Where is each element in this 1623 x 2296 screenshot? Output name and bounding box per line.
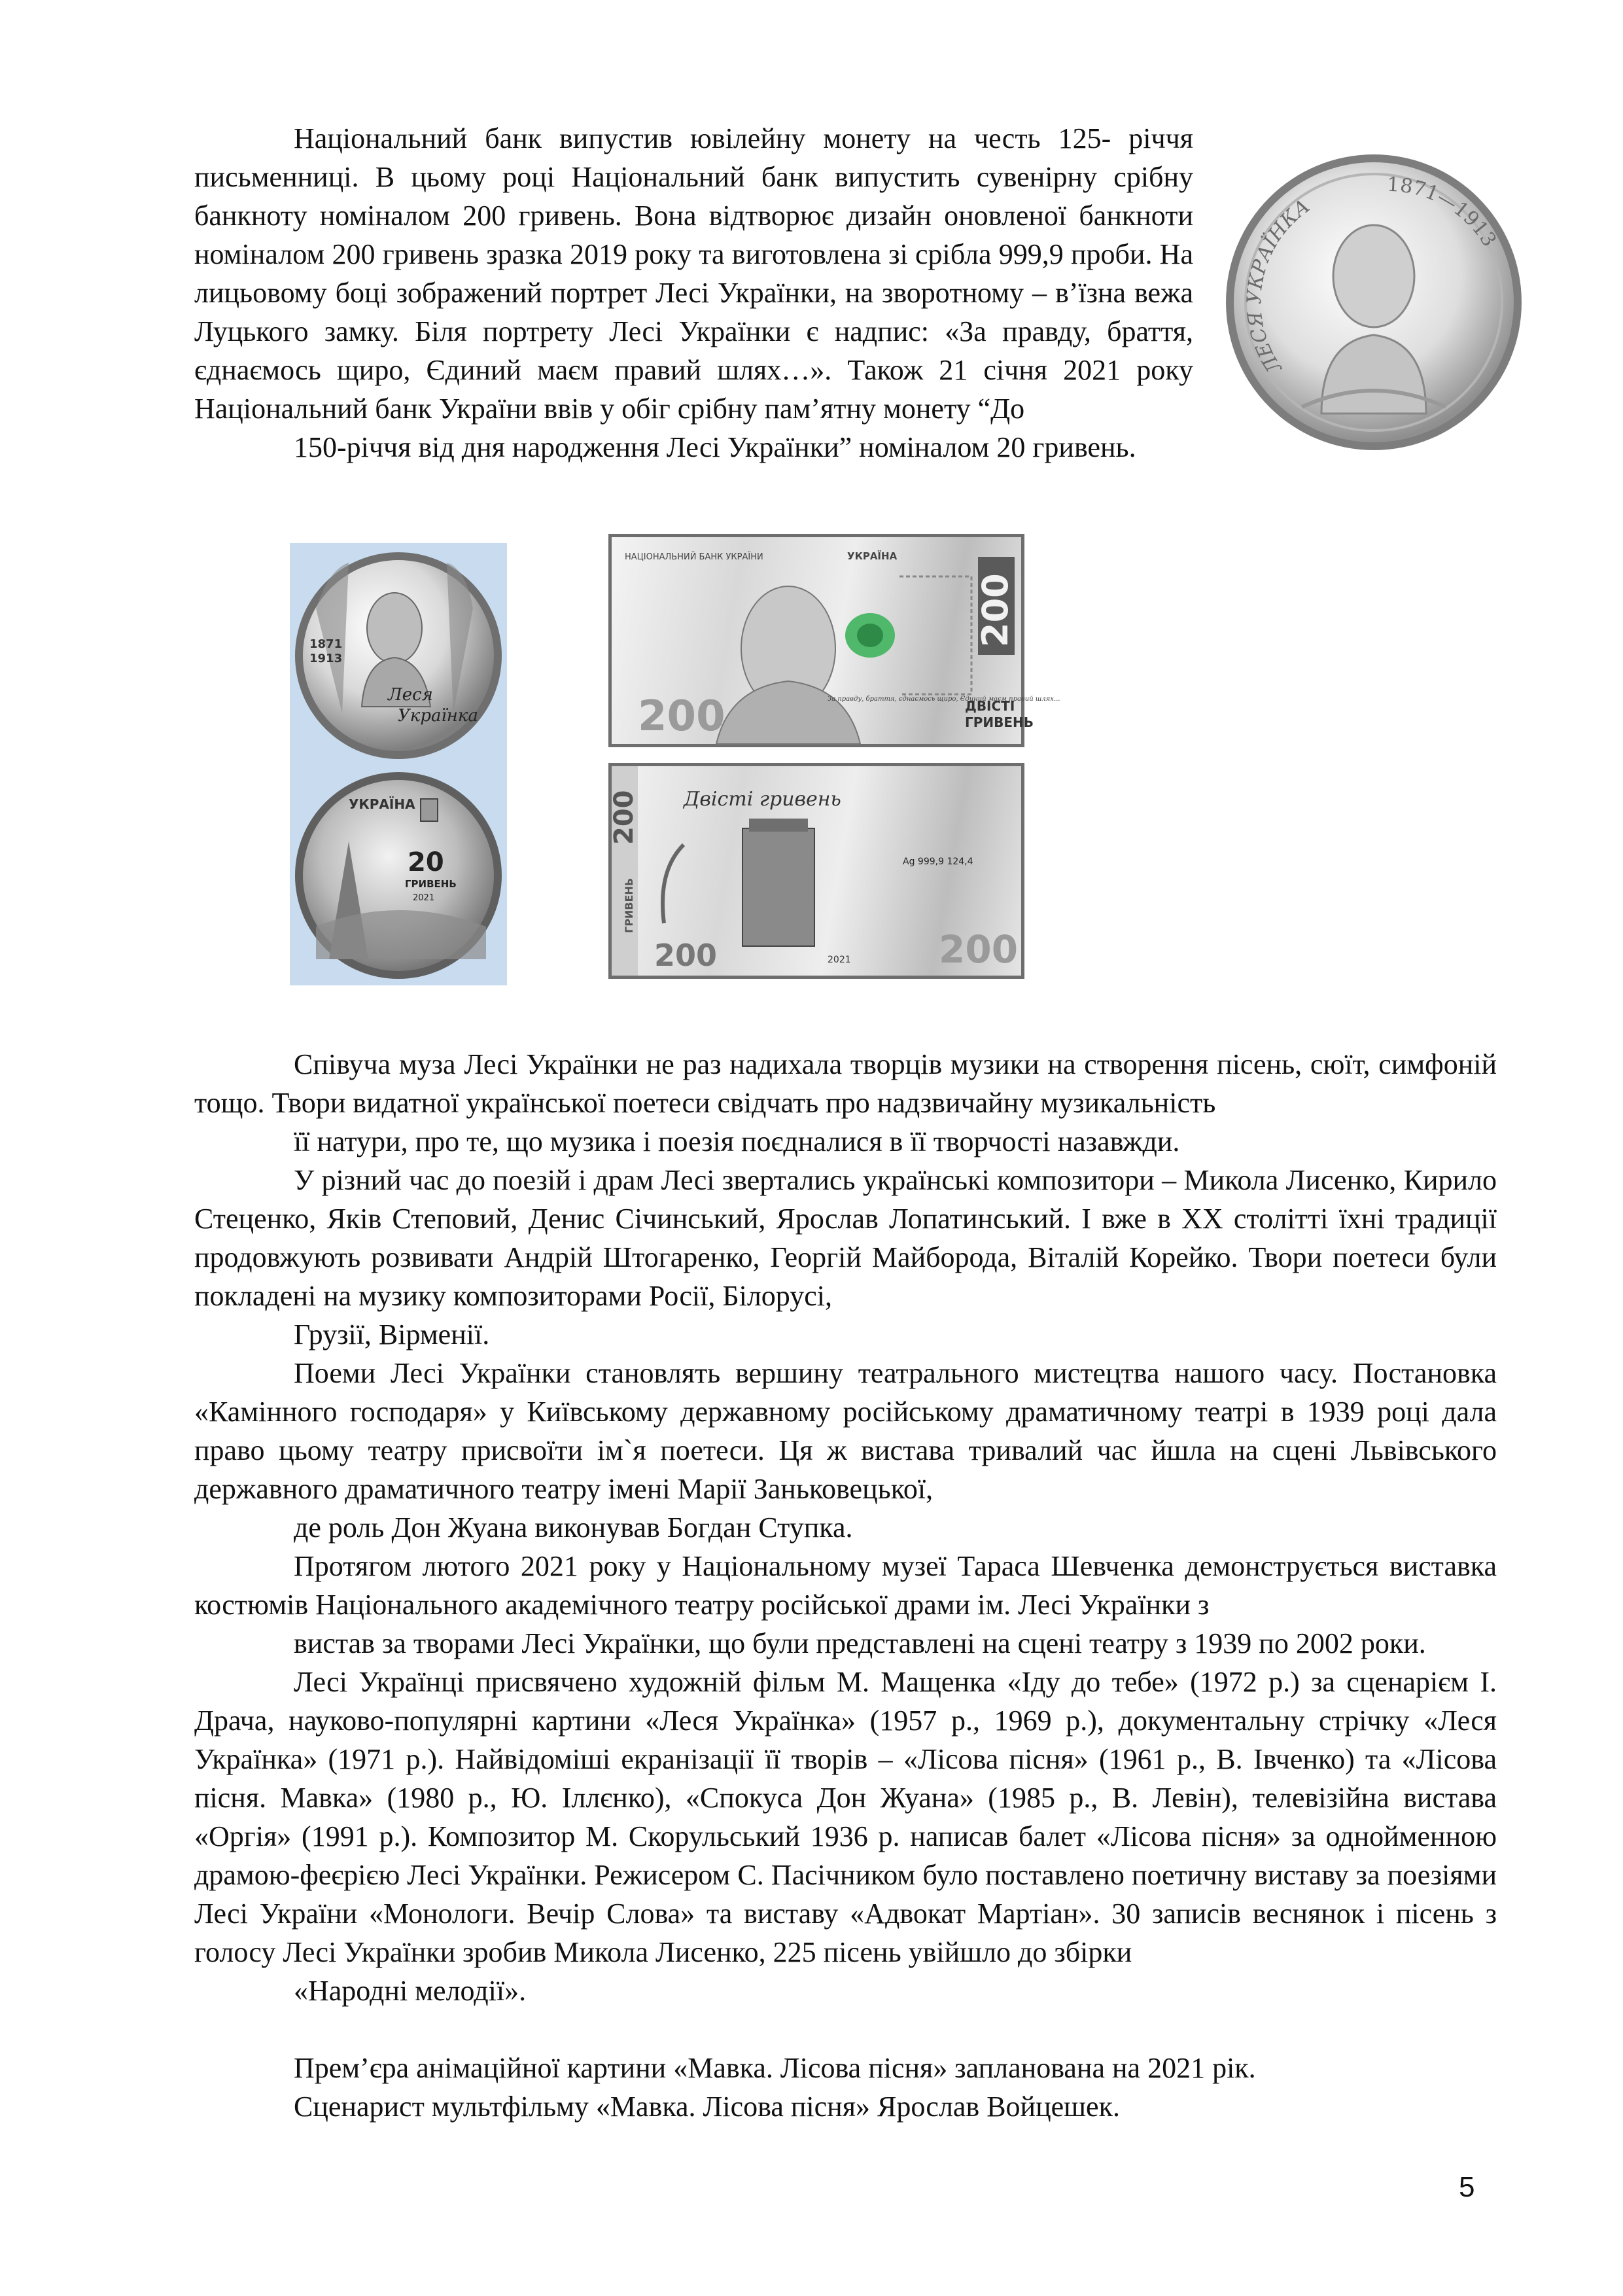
text-line: Дон Жуана» (1985 р., В. Левін), телевізійна вистава «Оргія» (1991 р.). Композитор (194, 1782, 1497, 1852)
text-line: сувенірну срібну банкноту номіналом 200 гривень. Вона відтворює (194, 161, 1193, 232)
banknote-front-words2: ГРИВЕНЬ (965, 715, 1034, 730)
text-line: дизайн оновленої банкноти номіналом 200 гривень зразка 2019 року та (194, 200, 1193, 270)
banknote-back-metal: Ag 999,9 124,4 (903, 857, 973, 867)
banknote-back-value-top: 200 (609, 790, 639, 845)
text-line: симфоній тощо. Твори видатної української поетеси свідчать про надзвичайну музикальність (194, 1048, 1497, 1119)
text-line: У різний час до поезій і драм Лесі звертались українські композитори – Микола (294, 1164, 1279, 1196)
text-line: сценарієм І. Драча, науково-популярні картини «Леся Українка» (1957 р., 1969 р.), (194, 1666, 1497, 1737)
banknote-front-value-vertical: 200 (975, 573, 1016, 647)
banknote-front-words1: ДВІСТІ (965, 698, 1015, 714)
text-line: Постановка «Камінного господаря» у Київському державному російському драматичному (194, 1357, 1497, 1428)
text-line: України «Монологи. Вечір Слова» та виставу «Адвокат Мартіан». 30 записів веснянок і (259, 1898, 1385, 1930)
coin-reverse-country: УКРАЇНА (349, 796, 415, 812)
text-line-last: де роль Дон Жуана виконував Богдан Ступка. (294, 1511, 853, 1544)
text-line: Лесі Українки. Режисером С. Пасічником було поставлено поетичну виставу за поезіями Лесі (194, 1859, 1497, 1930)
text-line: річчя письменниці. В цьому році Національний банк випустить (194, 122, 1193, 193)
text-line: Національний банк України ввів у обіг срібну пам’ятну монету “До (194, 393, 1025, 425)
text-line: М. Скорульський 1936 р. написав балет «Лісова пісня» за однойменною драмою-феєрією (194, 1820, 1497, 1891)
text-line: щиро, Єдиний маєм правий шлях…». Також 21 січня 2021 року (336, 354, 1193, 386)
text-line: виготовлена зі срібла 999,9 проби. На лицьовому боці зображений (194, 238, 1193, 309)
text-line: Національний банк випустив ювілейну монету на честь 125- (294, 122, 1111, 154)
text-line: Віталій Корейко. Твори поетеси були покладені на музику композиторами Росії, Білорусі, (194, 1241, 1497, 1312)
page-number: 5 (1459, 2171, 1475, 2203)
text-line: Поеми Лесі Українки становлять вершину театрального мистецтва нашого часу. (294, 1357, 1338, 1389)
text-line: Прем’єра анімаційної картини «Мавка. Лісова пісня» запланована на 2021 рік. (294, 2052, 1256, 2084)
banknote-back-value-large: 200 (939, 927, 1019, 972)
text-line: портрет Лесі Українки, на зворотному – в’їзна вежа Луцького замку. (194, 277, 1193, 347)
banknote-front-country: УКРАЇНА (847, 550, 898, 562)
text-line: Лесі Українці присвячено художній фільм М. Мащенка «Іду до тебе» (1972 р.) за (294, 1666, 1335, 1698)
coin-obverse-year-bottom: 1913 (309, 652, 343, 665)
commemorative-coin-obverse-image (290, 543, 507, 763)
silver-banknote-back-image (608, 763, 1024, 979)
text-line-last: «Народні мелодії». (294, 1975, 527, 2007)
text-line: Біля портрету Лесі Українки є надпис: «За правду, браття, єднаємось (194, 315, 1193, 386)
silver-banknote-front-image (608, 534, 1060, 747)
banknote-back-currency: ГРИВЕНЬ (623, 877, 635, 933)
coin-reverse-denomination: 20 (408, 847, 444, 877)
text-line-last: її натури, про те, що музика і поезія поєдналися в її творчості назавжди. (294, 1125, 1180, 1157)
text-line-last: Сценарист мультфільму «Мавка. Лісова пісня» Ярослав Войцешек. (294, 2091, 1120, 2123)
coin-obverse-year-top: 1871 (309, 637, 343, 651)
text-line: Співуча муза Лесі Українки не раз надихала творців музики на створення пісень, сюїт, (294, 1048, 1370, 1080)
old-coin-years: 1871—1913 (1386, 173, 1501, 251)
text-line: Лисенко, Кирило Стеценко, Яків Степовий, Денис Січинський, Ярослав Лопатинський. І вже (194, 1164, 1497, 1235)
text-line: в ХХ столітті їхні традиції продовжують розвивати Андрій Штогаренко, Георгій Майборода, (194, 1203, 1497, 1273)
paragraph-films (194, 1663, 1497, 2049)
coin-obverse-name-line1: Леся (388, 685, 433, 705)
text-line-last: 150-річчя від дня народження Лесі Українки” номіналом 20 гривень. (294, 431, 1136, 463)
paragraph-animation (194, 2049, 1497, 2164)
old-coin-name: ЛЕСЯ УКРАЇНКА (1243, 194, 1314, 378)
commemorative-coin-reverse-image (290, 763, 507, 985)
text-line-last: вистав за творами Лесі Українки, що були представлені на сцені театру з 1939 по 2002 роки. (294, 1627, 1426, 1659)
coin-reverse-currency: ГРИВЕНЬ (405, 878, 457, 890)
banknote-back-year: 2021 (828, 955, 851, 965)
coin-obverse-name-line2: Українка (398, 706, 478, 726)
text-line: Протягом лютого 2021 року у Національному музеї Тараса Шевченка демонструється (294, 1550, 1379, 1582)
banknote-back-script-title: Двісті гривень (684, 788, 841, 811)
banknote-front-value: 200 (638, 692, 725, 741)
text-line: пісень з голосу Лесі Українки зробив Микола Лисенко, 225 пісень увійшло до збірки (194, 1898, 1497, 1968)
text-line: виставка костюмів Національного академічного театру російської драми ім. Лесі Українки з (194, 1550, 1497, 1621)
text-line: час йшла на сцені Львівського державного драматичного театру імені Марії Заньковецької, (194, 1434, 1497, 1505)
banknote-front-inscription: За правду, браття, єднаємось щиро, Єдиний маєм правий шлях... (828, 696, 1060, 703)
paragraph-intro (194, 119, 1193, 505)
banknote-front-bank: НАЦІОНАЛЬНИЙ БАНК УКРАЇНИ (625, 552, 763, 562)
text-line: «Лісова пісня» (1961 р., В. Івченко) та «Лісова пісня. Мавка» (1980 р., Ю. Іллєнко), «Спокуса (194, 1743, 1497, 1814)
text-line: театрі в 1939 році дала право цьому театру присвоїти ім`я поетеси. Ця ж вистава тривалий (194, 1396, 1497, 1466)
text-line-last: Грузії, Вірменії. (294, 1318, 490, 1351)
coin-reverse-year: 2021 (413, 893, 435, 903)
banknote-back-value-left: 200 (654, 938, 718, 973)
text-line: документальну стрічку «Леся Українка» (1971 р.). Найвідоміші екранізації її творів – (194, 1704, 1497, 1775)
lesya-ukrainka-old-coin-image (1223, 152, 1524, 453)
